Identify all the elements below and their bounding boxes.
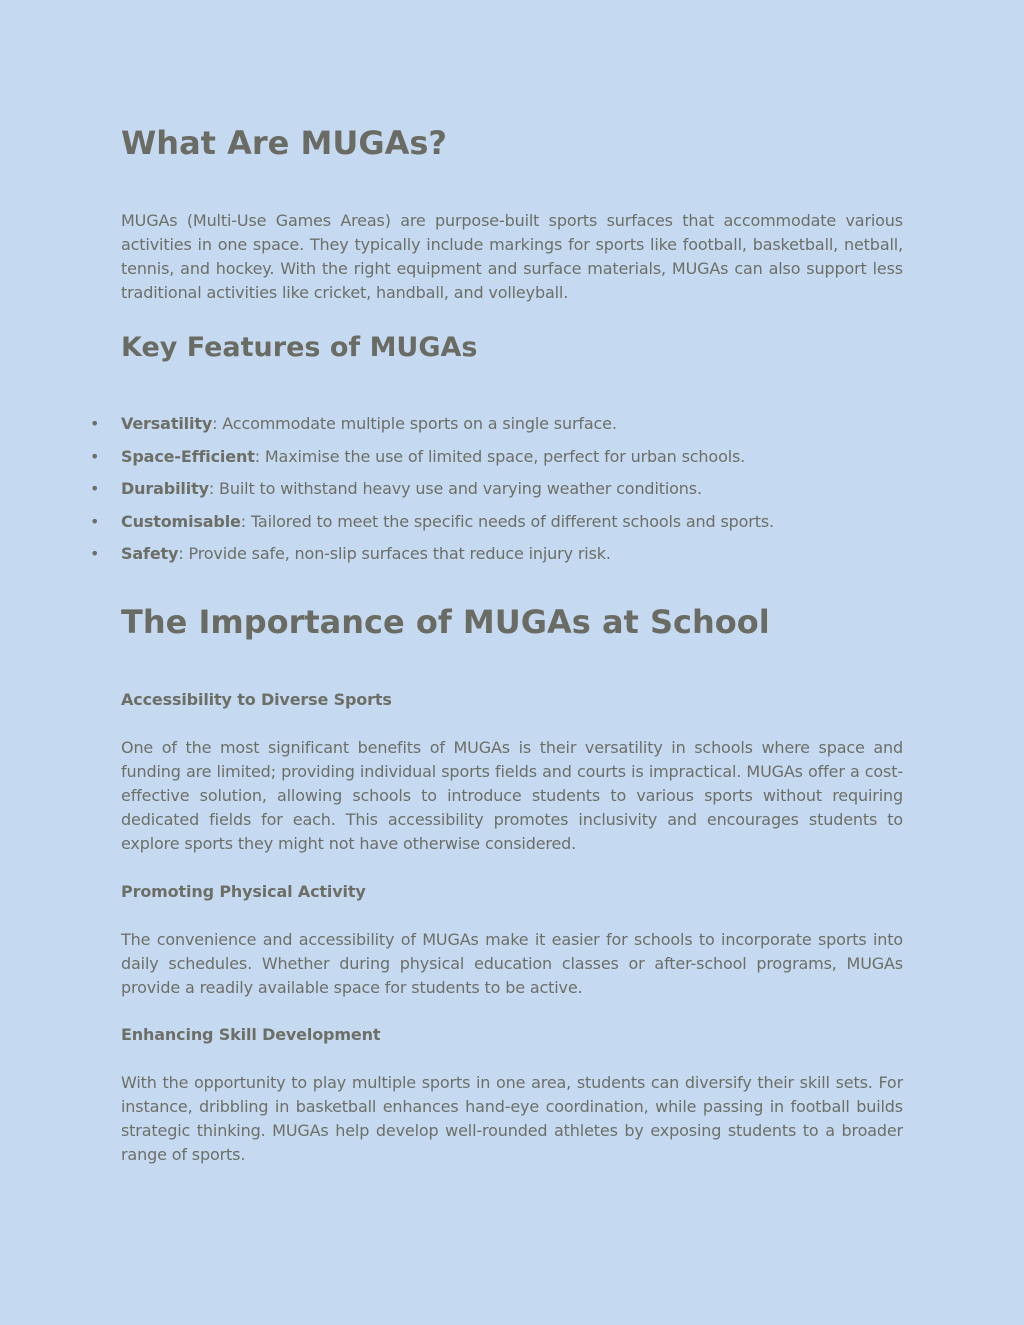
bullet-icon: •	[90, 511, 100, 531]
feature-description: : Maximise the use of limited space, perfect for urban schools.	[254, 446, 746, 466]
bullet-icon: •	[90, 446, 100, 466]
bullet-icon: •	[90, 414, 100, 433]
paragraph-skill-development: With the opportunity to play multiple sports in one area, students can diversify their skill sets. For instance, dribbling in basketball enhances hand-eye coordination, while passing in football builds strategic thinking. MUGAs help develop well-rounded athletes by exposing students to a broader range of sports.	[121, 1073, 903, 1164]
list-item	[90, 510, 921, 543]
feature-term: Versatility	[121, 414, 213, 433]
feature-description: : Provide safe, non-slip surfaces that reduce injury risk.	[178, 544, 611, 564]
feature-description: : Tailored to meet the specific needs of different schools and sports.	[240, 511, 774, 531]
subheading-physical-activity: Promoting Physical Activity	[121, 882, 366, 901]
feature-description: : Accommodate multiple sports on a single surface.	[212, 414, 617, 433]
list-item	[90, 445, 921, 478]
key-features-list	[90, 412, 921, 575]
paragraph-physical-activity: The convenience and accessibility of MUGAs make it easier for schools to incorporate sports into daily schedules. Whether during physical education classes or after-school programs, MUGAs provide a readily available space for students to be active.	[121, 930, 903, 997]
feature-term: Customisable	[121, 511, 241, 531]
list-item	[90, 542, 921, 575]
bullet-icon: •	[90, 544, 100, 564]
heading-key-features: Key Features of MUGAs	[121, 332, 478, 363]
bullet-icon: •	[90, 479, 100, 499]
subheading-accessibility: Accessibility to Diverse Sports	[121, 690, 392, 709]
feature-term: Space-Efficient	[121, 446, 255, 466]
heading-importance-of-mugas: The Importance of MUGAs at School	[121, 603, 770, 641]
heading-what-are-mugas: What Are MUGAs?	[121, 124, 447, 162]
paragraph-accessibility: One of the most significant benefits of MUGAs is their versatility in schools where space and funding are limited; providing individual sports fields and courts is impractical. MUGAs offer a cost-effective solution, allowing schools to introduce students to various sports without requiring dedicated fields for each. This accessibility promotes inclusivity and encourages students to explore sports they might not have otherwise considered.	[121, 738, 903, 853]
list-item	[90, 477, 921, 510]
paragraph-what-are-mugas: MUGAs (Multi-Use Games Areas) are purpose-built sports surfaces that accommodate various activities in one space. They typically include markings for sports like football, basketball, netball, tennis, and hockey. With the right equipment and surface materials, MUGAs can also support less traditional activities like cricket, handball, and volleyball.	[121, 211, 903, 302]
feature-term: Safety	[121, 544, 179, 564]
subheading-skill-development: Enhancing Skill Development	[121, 1025, 381, 1044]
feature-term: Durability	[121, 479, 209, 499]
list-item	[90, 412, 921, 445]
feature-description: : Built to withstand heavy use and varying weather conditions.	[208, 479, 702, 499]
